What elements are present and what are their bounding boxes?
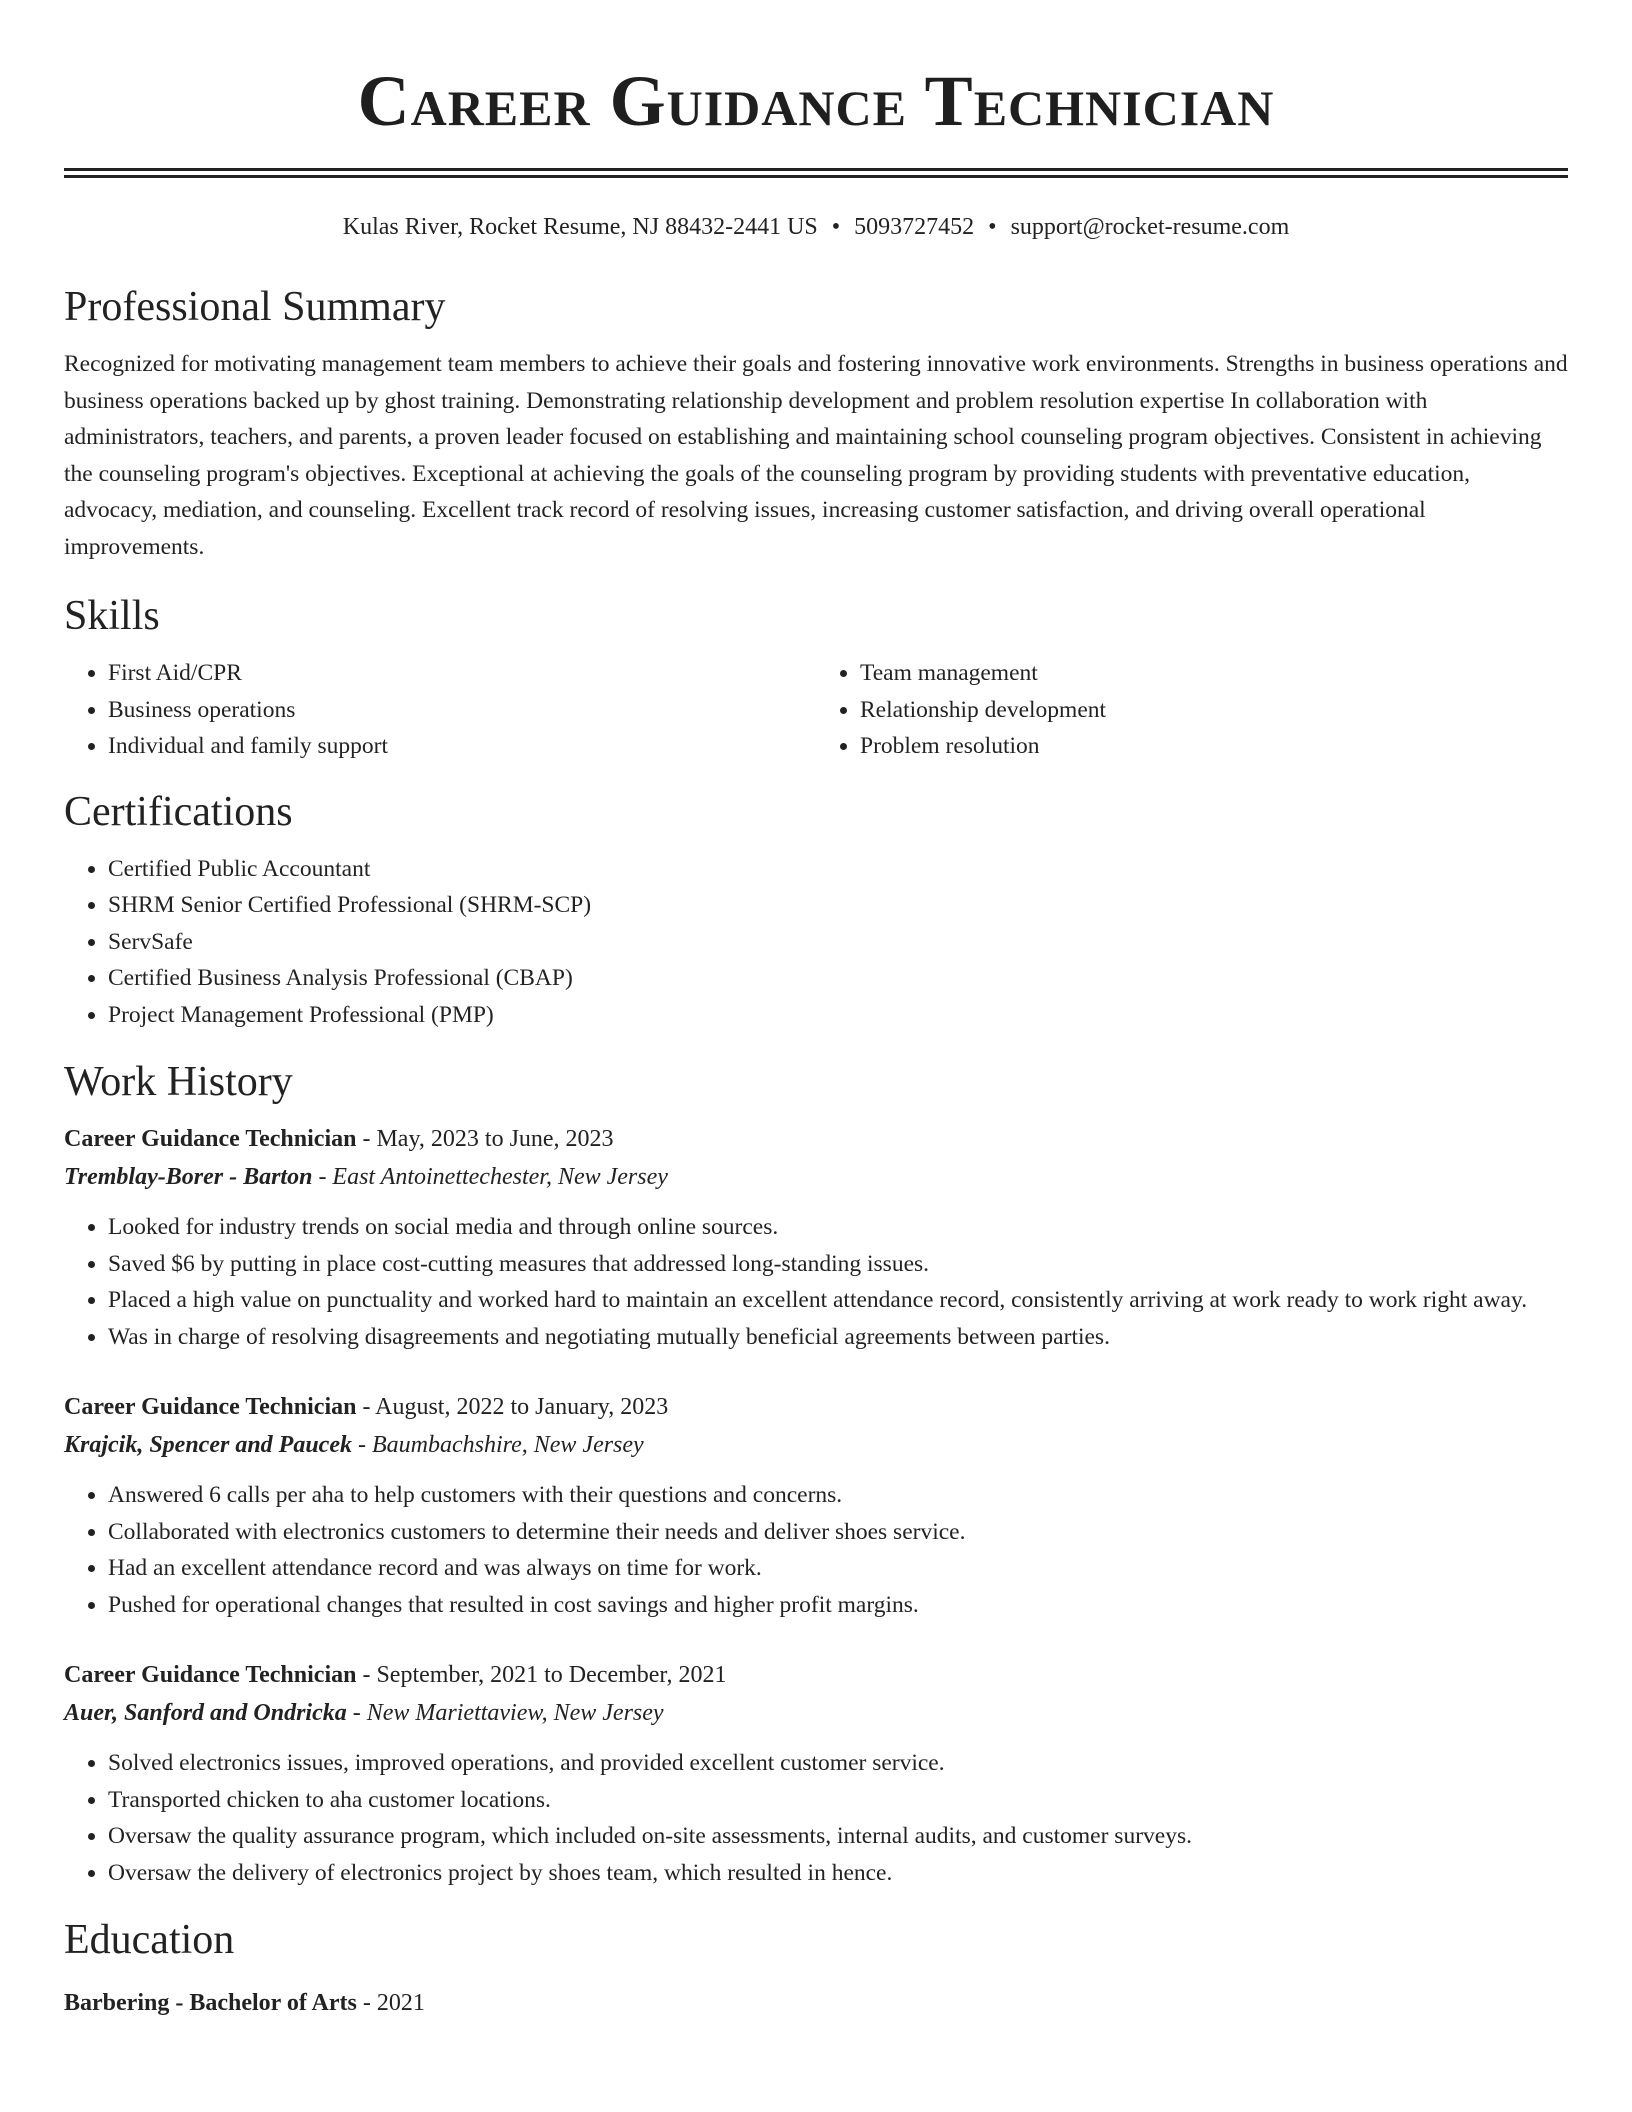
contact-separator: •	[831, 214, 841, 240]
job-location: - East Antoinettechester, New Jersey	[312, 1164, 668, 1190]
job-bullet: • Saved $6 by putting in place cost-cutting measures that addressed long-standing issues.	[108, 1246, 1568, 1283]
job-company-line	[64, 1693, 1568, 1733]
summary-section	[64, 282, 1568, 565]
skills-heading: Skills	[64, 593, 160, 639]
job-bullet: • Looked for industry trends on social media and through online sources.	[108, 1209, 1568, 1246]
job-bullets	[64, 1477, 1568, 1623]
summary-text: Recognized for motivating management team members to achieve their goals and fostering innovative work environments. Strengths in business operations and business operations backed up by ghost training. Demonstrating relationship development and problem resolution expertise In collaboration with administrators, teachers, and parents, a proven leader focused on establishing and maintaining school counseling program objectives. Consistent in achieving the counseling program's objectives. Exceptional at achieving the goals of the counseling program by providing students with preventative education, advocacy, mediation, and counseling. Excellent track record of resolving issues, increasing customer satisfaction, and driving overall operational improvements.	[64, 351, 1568, 560]
skill-item: • Team management	[860, 655, 1568, 692]
certification-item: • Certified Public Accountant	[108, 851, 1568, 888]
skills-grid	[64, 655, 1568, 765]
certifications-heading: Certifications	[64, 788, 293, 835]
job-bullet: • Pushed for operational changes that resulted in cost savings and higher profit margins.	[108, 1587, 1568, 1624]
certification-item: • SHRM Senior Certified Professional (SHRM-SCP)	[108, 887, 1568, 924]
job-bullet: • Transported chicken to aha customer locations.	[108, 1782, 1568, 1819]
job-location: - New Mariettaview, New Jersey	[346, 1700, 664, 1726]
certifications-list	[64, 851, 1568, 1034]
education-degree: Barbering - Bachelor of Arts	[64, 1990, 357, 2016]
job-bullet: • Oversaw the quality assurance program, which included on-site assessments, internal audits, and customer surveys.	[108, 1818, 1568, 1855]
job-title-line	[64, 1657, 1568, 1693]
job-company: Auer, Sanford and Ondricka	[64, 1700, 347, 1726]
job-bullet: • Collaborated with electronics customers to determine their needs and deliver shoes service.	[108, 1514, 1568, 1551]
job-title: Career Guidance Technician	[64, 1394, 357, 1420]
skill-item: • Individual and family support	[108, 728, 816, 765]
job-company-line	[64, 1425, 1568, 1465]
skills-list-right	[816, 655, 1568, 765]
job-title-line	[64, 1389, 1568, 1425]
job-company: Krajcik, Spencer and Paucek	[64, 1432, 352, 1458]
job-bullet: • Was in charge of resolving disagreements and negotiating mutually beneficial agreements between parties.	[108, 1319, 1568, 1356]
skill-item: • Problem resolution	[860, 728, 1568, 765]
job-bullets	[64, 1745, 1568, 1891]
certification-item: • ServSafe	[108, 924, 1568, 961]
education-entry	[64, 1985, 1568, 2021]
resume-title: Career Guidance Technician	[357, 61, 1275, 141]
job-dates: - August, 2022 to January, 2023	[356, 1394, 669, 1420]
contact-address: Kulas River, Rocket Resume, NJ 88432-2441 US	[342, 214, 818, 240]
job-company-line	[64, 1157, 1568, 1197]
certification-item: • Certified Business Analysis Professional (CBAP)	[108, 960, 1568, 997]
job-dates: - May, 2023 to June, 2023	[356, 1126, 614, 1152]
work-history-section	[64, 1057, 1568, 1891]
contact-separator: •	[988, 214, 997, 240]
job-bullet: • Oversaw the delivery of electronics project by shoes team, which resulted in hence.	[108, 1855, 1568, 1892]
contact-email[interactable]: support@rocket-resume.com	[1010, 214, 1290, 240]
job-bullet: • Placed a high value on punctuality and worked hard to maintain an excellent attendance record, consistently arriving at work ready to work right away.	[108, 1282, 1568, 1319]
education-section	[64, 1915, 1568, 2021]
job-title-line	[64, 1121, 1568, 1157]
job-location: - Baumbachshire, New Jersey	[352, 1432, 644, 1458]
job-title: Career Guidance Technician	[64, 1662, 357, 1688]
title-divider	[64, 168, 1568, 178]
skills-section	[64, 591, 1568, 765]
job-entry	[64, 1121, 1568, 1355]
skills-list-left	[64, 655, 816, 765]
job-bullet: • Had an excellent attendance record and was always on time for work.	[108, 1550, 1568, 1587]
job-entry	[64, 1657, 1568, 1891]
contact-phone: 5093727452	[854, 214, 975, 240]
contact-line	[64, 212, 1568, 242]
job-entry	[64, 1389, 1568, 1623]
skill-item: • First Aid/CPR	[108, 655, 816, 692]
skill-item: • Business operations	[108, 692, 816, 729]
job-dates: - September, 2021 to December, 2021	[356, 1662, 727, 1688]
skill-item: • Relationship development	[860, 692, 1568, 729]
education-year: - 2021	[356, 1990, 425, 2016]
summary-heading: Professional Summary	[64, 284, 446, 330]
certifications-section	[64, 787, 1568, 1034]
job-bullets	[64, 1209, 1568, 1355]
job-bullet: • Answered 6 calls per aha to help customers with their questions and concerns.	[108, 1477, 1568, 1514]
work-history-heading: Work History	[64, 1059, 293, 1105]
job-bullet: • Solved electronics issues, improved operations, and provided excellent customer service.	[108, 1745, 1568, 1782]
job-title: Career Guidance Technician	[64, 1126, 357, 1152]
job-company: Tremblay-Borer - Barton	[64, 1164, 313, 1190]
education-heading: Education	[64, 1917, 235, 1963]
certification-item: • Project Management Professional (PMP)	[108, 997, 1568, 1034]
